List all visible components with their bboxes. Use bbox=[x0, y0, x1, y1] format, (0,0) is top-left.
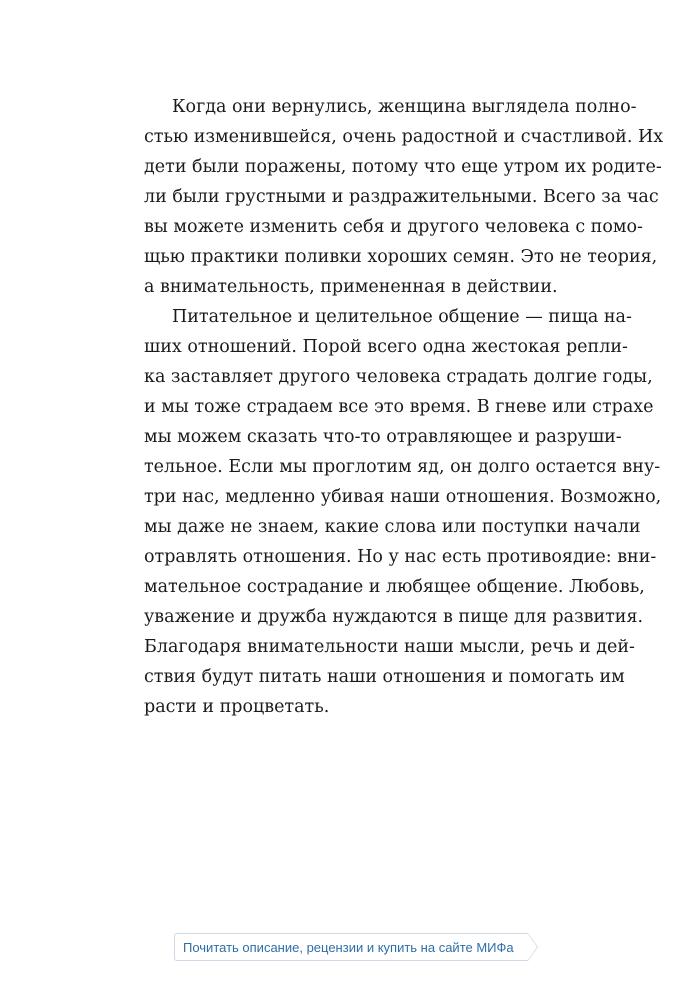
text-line: Когда они вернулись, женщина выглядела полно- bbox=[172, 97, 637, 117]
text-line: дети были поражены, потому что еще утром их родите- bbox=[144, 157, 662, 177]
text-line: ствия будут питать наши отношения и помогать им bbox=[144, 667, 625, 687]
text-line: щью практики поливки хороших семян. Это не теория, bbox=[144, 247, 658, 267]
text-line: тельное. Если мы проглотим яд, он долго остается вну- bbox=[144, 457, 661, 477]
text-line: Питательное и целительное общение — пища на- bbox=[172, 307, 632, 327]
text-line: мы можем сказать что-то отравляющее и разруши- bbox=[144, 427, 622, 447]
buy-on-mif-link[interactable] bbox=[174, 933, 528, 961]
text-line: ших отношений. Порой всего одна жестокая репли- bbox=[144, 337, 628, 357]
text-line: мательное сострадание и любящее общение. Любовь, bbox=[144, 577, 645, 597]
text-line: вы можете изменить себя и другого человека с помо- bbox=[144, 217, 643, 237]
text-line: отравлять отношения. Но у нас есть противоядие: вни- bbox=[144, 547, 657, 567]
paragraph-2 bbox=[144, 302, 662, 722]
text-line: стью изменившейся, очень радостной и счастливой. Их bbox=[144, 127, 664, 147]
text-line: мы даже не знаем, какие слова или поступки начали bbox=[144, 517, 641, 537]
text-line: Благодаря внимательности наши мысли, речь и дей- bbox=[144, 637, 635, 657]
text-line: уважение и дружба нуждаются в пище для развития. bbox=[144, 607, 644, 627]
text-line: ка заставляет другого человека страдать долгие годы, bbox=[144, 367, 653, 387]
text-line: ли были грустными и раздражительными. Всего за час bbox=[144, 187, 659, 207]
text-line: три нас, медленно убивая наши отношения. Возможно, bbox=[144, 487, 662, 507]
paragraph-1 bbox=[144, 92, 664, 302]
text-line: расти и процветать. bbox=[144, 697, 330, 717]
text-line: а внимательность, примененная в действии. bbox=[144, 277, 558, 297]
page-body bbox=[144, 92, 664, 722]
text-line: и мы тоже страдаем все это время. В гневе или страхе bbox=[144, 397, 654, 417]
buy-on-mif-link-label: Почитать описание, рецензии и купить на сайте МИФа bbox=[183, 939, 514, 955]
